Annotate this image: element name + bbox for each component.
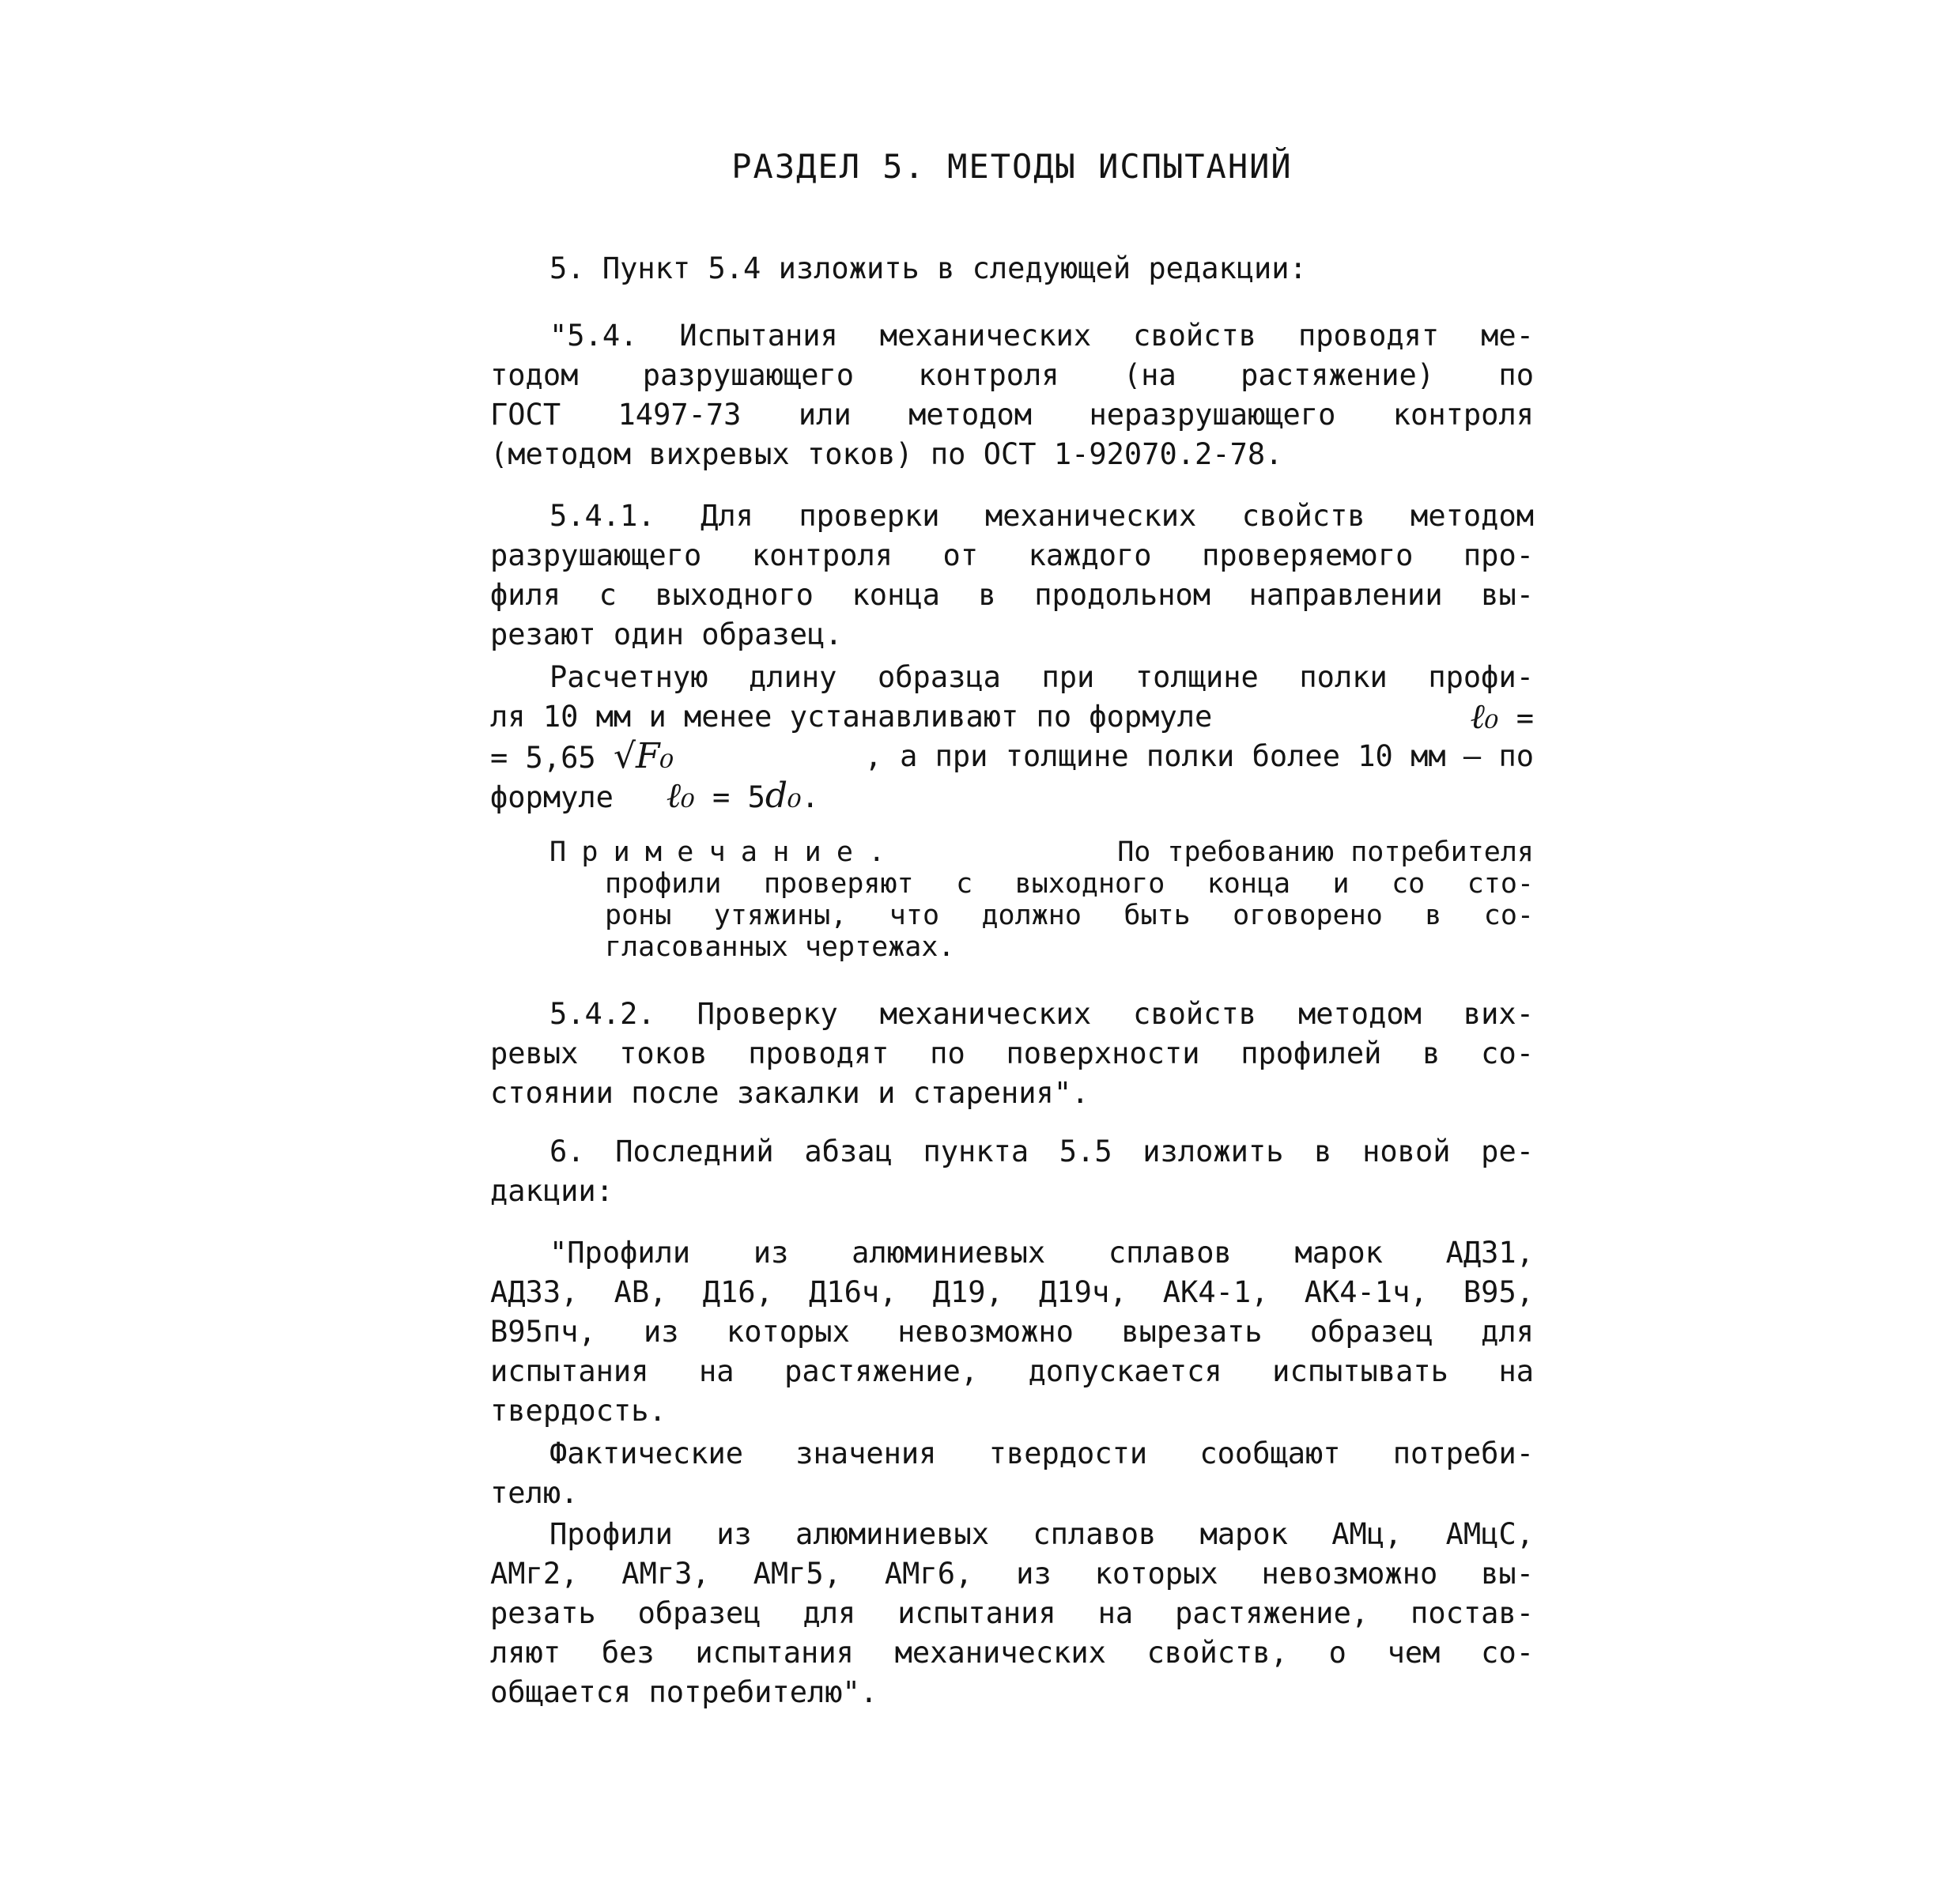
formula-label: формуле (490, 780, 614, 814)
calc-length-text: , а при толщине полки более 10 мм – по (864, 739, 1534, 773)
formula-sqrt-f0: √F₀ (613, 736, 674, 776)
clause-5-4-1-paragraph (490, 496, 1534, 655)
clause-5-4-paragraph (490, 316, 1534, 474)
item-5-line: 5. Пункт 5.4 изложить в следующей редакции: (549, 251, 1307, 285)
profiles-line: испытания на растяжение, допускается испытывать на (490, 1354, 1534, 1388)
calc-length-paragraph (490, 658, 1534, 816)
clause-5-4-2-line: 5.4.2. Проверку механических свойств методом вих- (549, 997, 1534, 1031)
formula-coefficient: = 5,65 (490, 741, 596, 775)
formula-l0-symbol: ℓ₀ (1470, 697, 1499, 737)
formula-sqrt-group (490, 737, 674, 776)
note-text: По требованию потребителя (1117, 836, 1534, 868)
profiles-no-test-line: общается потребителю". (490, 1675, 878, 1709)
hardness-paragraph (490, 1434, 1534, 1513)
formula-d0-symbol: d₀ (765, 776, 802, 816)
clause-5-4-2-line: ревых токов проводят по поверхности профилей в со- (490, 1036, 1534, 1070)
formula-l0 (1470, 697, 1534, 737)
clause-5-4-1-line: филя с выходного конца в продольном направлении вы- (490, 578, 1534, 612)
item-6-line: 6. Последний абзац пункта 5.5 изложить в новой ре- (549, 1134, 1534, 1168)
profiles-line: твердость. (490, 1394, 667, 1428)
clause-5-4-1-line: резают один образец. (490, 617, 843, 651)
note-line (490, 836, 1534, 868)
clause-5-4-2-line: стоянии после закалки и старения". (490, 1076, 1090, 1110)
note-line: профили проверяют с выходного конца и со сто- (605, 868, 1534, 900)
clause-5-4-line: "5.4. Испытания механических свойств проводят ме- (549, 319, 1534, 353)
profiles-no-test-paragraph (490, 1515, 1534, 1712)
note-line: роны утяжины, что должно быть оговорено в со- (605, 900, 1534, 931)
clause-5-4-1-line: разрушающего контроля от каждого проверяемого про- (490, 538, 1534, 572)
calc-length-text: ля 10 мм и менее устанавливают по формуле (490, 700, 1213, 734)
formula-l0-symbol: ℓ₀ (666, 776, 695, 816)
clause-5-4-2-paragraph (490, 995, 1534, 1113)
clause-5-4-line: (методом вихревых токов) по ОСТ 1-92070.2-78. (490, 437, 1283, 471)
calc-length-line (490, 776, 1534, 816)
profiles-no-test-line: Профили из алюминиевых сплавов марок АМц, АМцС, (549, 1517, 1534, 1551)
profiles-no-test-line: резать образец для испытания на растяжение, постав- (490, 1596, 1534, 1630)
item-6-line: дакции: (490, 1174, 614, 1208)
calc-length-line: Расчетную длину образца при толщине полки профи- (549, 660, 1534, 694)
section-title: РАЗДЕЛ 5. МЕТОДЫ ИСПЫТАНИЙ (731, 147, 1293, 186)
hardness-line: телю. (490, 1476, 579, 1510)
item-5-paragraph (490, 249, 1534, 289)
note-line: гласованных чертежах. (605, 931, 955, 963)
note-block (490, 836, 1534, 963)
clause-5-4-line: тодом разрушающего контроля (на растяжение) по (490, 358, 1534, 392)
calc-length-line (490, 737, 1534, 776)
clause-5-4-line: ГОСТ 1497-73 или методом неразрушающего контроля (490, 398, 1534, 432)
profiles-hardness-paragraph (490, 1233, 1534, 1431)
formula-equals: = 5 (712, 780, 765, 814)
item-6-paragraph (490, 1132, 1534, 1211)
calc-length-line (490, 697, 1534, 737)
profiles-no-test-line: ляют без испытания механических свойств, о чем со- (490, 1636, 1534, 1670)
note-label: Примечание. (549, 836, 901, 868)
formula-equals: = (1516, 701, 1534, 735)
profiles-no-test-line: АМг2, АМг3, АМг5, АМг6, из которых невозможно вы- (490, 1557, 1534, 1591)
clause-5-4-1-line: 5.4.1. Для проверки механических свойств методом (549, 499, 1534, 533)
profiles-line: В95пч, из которых невозможно вырезать образец для (490, 1315, 1534, 1349)
profiles-line: "Профили из алюминиевых сплавов марок АД31, (549, 1236, 1534, 1270)
hardness-line: Фактические значения твердости сообщают потреби- (549, 1436, 1534, 1470)
profiles-line: АД33, АВ, Д16, Д16ч, Д19, Д19ч, АК4-1, АК4-1ч, В95, (490, 1275, 1534, 1309)
formula-period: . (801, 780, 819, 814)
